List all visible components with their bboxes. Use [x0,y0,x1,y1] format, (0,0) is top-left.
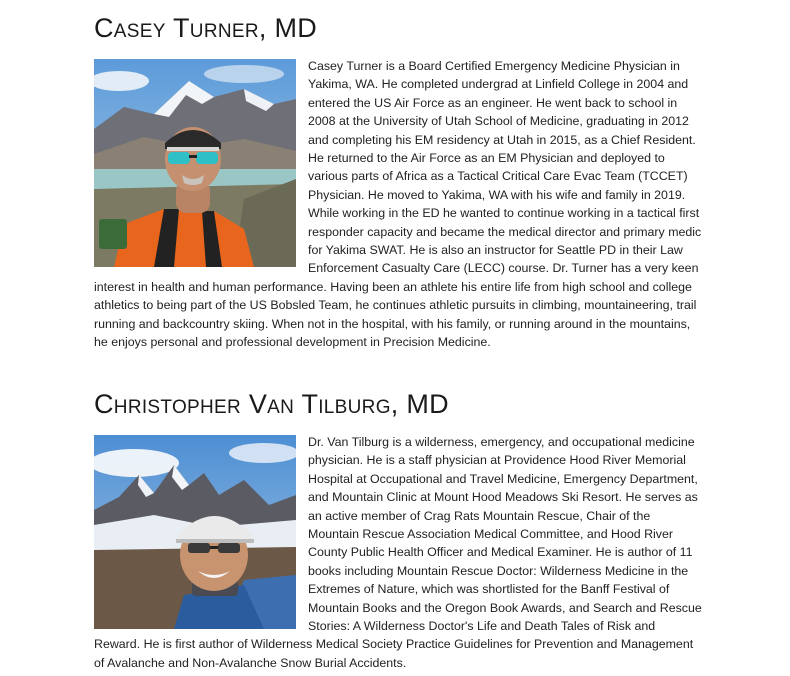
bio-casey-turner [94,12,704,352]
bio-name: Casey Turner, MD [94,13,318,43]
bio-text: Casey Turner is a Board Certified Emergency Medicine Physician in Yakima, WA. He completed undergrad at Linfield College in 2004 and entered the US Air Force as an engineer. He went back to school in 2008 at the University of Utah School of Medicine, graduating in 2012 and completing his EM residency at Utah in 2015, as a Chief Resident. He returned to the Air Force as an EM Physician and deployed to various parts of Africa as a Tactical Critical Care Evac Team (TCCET) Physician. He moved to Yakima, WA with his wife and family in 2019. While working in the ED he wanted to continue working in a tactical first responder capacity and became the medical director and primary medic for Yakima SWAT. He is also an instructor for Seattle PD in their Law Enforcement Casualty Care (LECC) course. Dr. Turner has a very keen interest in health and human performance. Having been an athlete his entire life from high school and college athletics to being part of the US Bobsled Team, he continues athletic pursuits in climbing, mountaineering, trail running and backcountry skiing. When not in the hospital, with his family, or running around in the mountains, he enjoys personal and professional development in Precision Medicine. [94,59,702,350]
photo-casey-turner [94,59,296,267]
photo-christopher-van-tilburg [94,435,296,629]
bio-christopher-van-tilburg [94,388,704,672]
bio-name: Christopher Van Tilburg, MD [94,389,449,419]
bio-text: Dr. Van Tilburg is a wilderness, emergency, and occupational medicine physician. He is a staff physician at Providence Hood River Memorial Hospital at Occupational and Travel Medicine, Emergency Department, and Mountain Clinic at Mount Hood Meadows Ski Resort. He serves as an active member of Crag Rats Mountain Rescue, Chair of the Mountain Rescue Association Medical Committee, and Hood River County Public Health Officer and Medical Examiner. He is author of 11 books including Mountain Rescue Doctor: Wilderness Medicine in the Extremes of Nature, which was shortlisted for the Banff Festival of Mountain Books and the Oregon Book Awards, and Search and Rescue Stories: A Wilderness Doctor's Life and Death Tales of Risk and Reward. He is first author of Wilderness Medical Society Practice Guidelines for Prevention and Management of Avalanche and Non-Avalanche Snow Burial Accidents. [94,435,702,670]
